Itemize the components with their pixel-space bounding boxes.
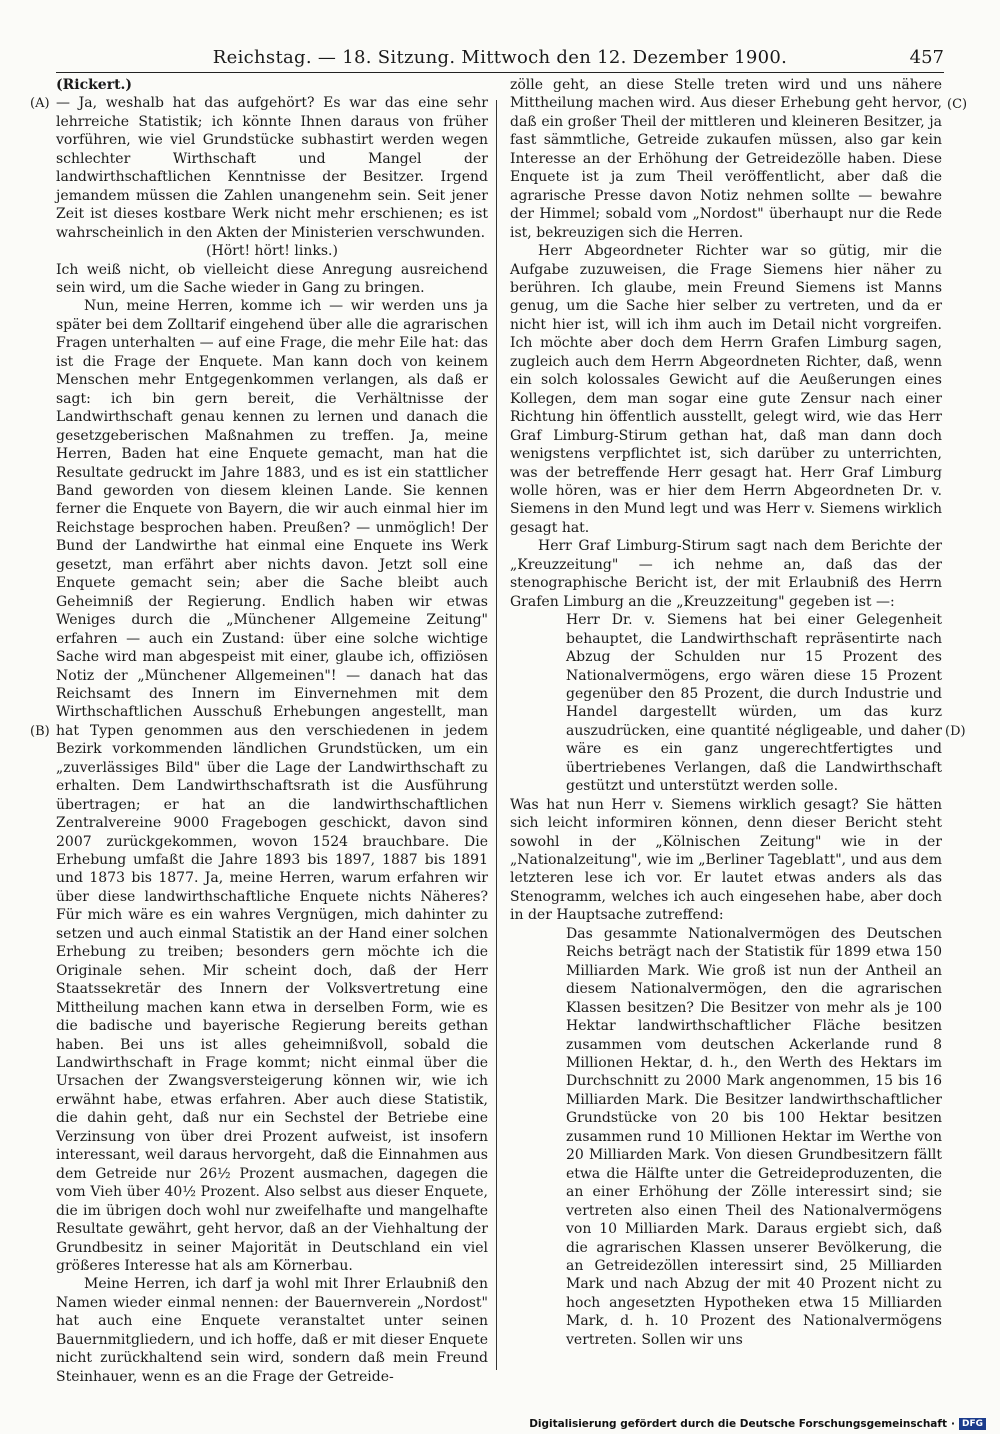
footer: Digitalisierung gefördert durch die Deutsche Forschungsgemeinschaft · DFG <box>529 1418 986 1430</box>
page-number: 457 <box>909 47 944 68</box>
quote: Das gesammte Nationalvermögen des Deutschen Reichs beträgt nach der Statistik für 1899 etwa 150 Milliarden Mark. Wie groß ist nun der Antheil an diesem Nationalvermögen, den die agrarischen Klassen besitzen? Die Besitzer von mehr als je 100 Hektar landwirthschaftlicher Fläche besitzen zusammen vom deutschen Ackerlande rund 8 Millionen Hektar, d. h., den Werth des Hektars im Durchschnitt zu 2000 Mark angenommen, 15 bis 16 Milliarden Mark. Die Besitzer landwirthschaftlicher Grundstücke von 20 bis 100 Hektar besitzen zusammen rund 10 Millionen Hektar im Werthe von 20 Milliarden Mark. Von diesen Grundbesitzern fällt etwa die Hälfte unter die Getreideproduzenten, die an einer Erhöhung der Zölle interessirt sind; sie vertreten also einen Theil des Nationalvermögens von 10 Milliarden Mark. Daraus ergiebt sich, daß die agrarischen Klassen unserer Bevölkerung, die an Getreidezöllen interessirt sind, 25 Milliarden Mark und nach Abzug der mit 40 Prozent nicht zu hoch angesetzten Hypotheken etwa 15 Milliarden Mark, d. h. 10 Prozent des Nationalvermögens vertreten. Sollen wir uns <box>566 925 942 1348</box>
running-title: Reichstag. — 18. Sitzung. Mittwoch den 12. Dezember 1900. <box>212 47 788 68</box>
paragraph: zölle geht, an diese Stelle treten wird und uns nähere Mittheilung machen wird. Aus dieser Erhebung geht hervor, daß ein großer Theil der mittleren und kleineren Besitzer, ja fast sämmtliche, Getreide zukaufen müssen, also gar kein Interesse an der Erhöhung der Getreidezölle haben. Diese Enquete ist ja zum Theil veröffentlicht, aber daß die agrarische Presse davon Notiz nehmen sollte — bewahre der Himmel; sobald vom „Nordost" überhaupt nur die Rede ist, bekreuzigen sich die Herren. <box>510 77 942 241</box>
paragraph: Meine Herren, ich darf ja wohl mit Ihrer Erlaubniß den Namen wieder einmal nennen: der Bauernverein „Nordost" hat auch eine Enquete veranstaltet unter seinen Bauernmitgliedern, und ich hoffe, daß er mit dieser Enquete nicht zurückhaltend sein wird, sondern daß mein Freund Steinhauer, wenn es an die Frage der Getreide- <box>56 1276 488 1385</box>
paragraph: Herr Abgeordneter Richter war so gütig, mir die Aufgabe zuzuweisen, die Frage Siemens hier näher zu berühren. Ich glaube, mein Freund Siemens ist Manns genug, um die Sache hier selber zu vertreten, und da er nicht hier ist, will ich ihm auch im Detail nicht vorgreifen. Ich möchte aber doch dem Herrn Grafen Limburg sagen, zugleich auch dem Herrn Abgeordneten Richter, daß, wenn ein solch kolossales Gewicht auf die Aeußerungen eines Kollegen, dem man sogar eine gute Zensur nach einer Richtung hin öffentlich ausstellt, gelegt wird, wie das Herr Graf Limburg-Stirum gethan hat, daß man dann doch wenigstens verpflichtet ist, sich darüber zu unterrichten, was der betreffende Herr gesagt hat. Herr Graf Limburg wolle hören, was er hier dem Herrn Abgeordneten Dr. v. Siemens in den Mund legt und was Herr v. Siemens wirklich gesagt hat. <box>510 243 942 536</box>
margin-marker-b: (B) <box>30 724 50 739</box>
paragraph: — Ja, weshalb hat das aufgehört? Es war das eine sehr lehrreiche Statistik; ich könnte Ihnen daraus von früher vorführen, wie viel Grundstücke subhastirt werden wegen schlechter Wirthschaft und Mangel der landwirthschaftlichen Kenntnisse der Besitzer. Irgend jemandem müssen die Zahlen unangenehm sein. Seit jener Zeit ist dieses kostbare Werk nicht mehr erschienen; es ist wahrscheinlich in den Akten der Ministerien verschwunden. <box>56 95 488 241</box>
paragraph: Nun, meine Herren, komme ich — wir werden uns ja später bei dem Zolltarif eingehend über alle die agrarischen Fragen unterhalten — auf eine Frage, die mehr Eile hat: das ist die Frage der Enquete. Man kann doch von keinem Menschen mehr Entgegenkommen verlangen, als daß er sagt: ich bin gern bereit, die Verhältnisse der Landwirthschaft genau kennen zu lernen und danach die gesetzgeberischen Maßnahmen zu treffen. Ja, meine Herren, Baden hat eine Enquete gemacht, man hat die Resultate gedruckt im Jahre 1883, und es ist ein stattlicher Band geworden von diesem kleinen Lande. Sie kennen ferner die Enquete von Bayern, die wir auch einmal hier im Reichstage besprochen haben. Preußen? — unmöglich! Der Bund der Landwirthe hat einmal eine Enquete ins Werk gesetzt, man erfährt aber nichts davon. Jetzt soll eine Enquete gemacht sein; aber die Sache bleibt auch Geheimniß der Regierung. Endlich haben wir etwas Weniges durch die „Münchener Allgemeine Zeitung" erfahren — auch ein Zustand: über eine solche wichtige Sache wird man abgespeist mit einer, glaube ich, offiziösen Notiz der „Münchener Allgemeinen"! — danach hat das Reichsamt des Innern im Einvernehmen mit dem Wirthschaftlichen Ausschuß Erhebungen angestellt, man hat Typen genommen aus den verschiedenen in jedem Bezirk vorkommenden ländlichen Grundstücken, um ein „zuverlässiges Bild" über die Lage der Landwirthschaft zu erhalten. Dem Landwirthschaftsrath ist die Ausführung übertragen; er hat an die landwirthschaftlichen Zentralvereine 9000 Fragebogen geschickt, davon sind 2007 zurückgekommen, wovon 1524 brauchbare. Die Erhebung umfaßt die Jahre 1893 bis 1897, 1887 bis 1891 und 1873 bis 1877. Ja, meine Herren, warum erfahren wir über diese landwirthschaftliche Enquete nichts Näheres? Für mich wäre es ein wahres Vergnügen, mich dahinter zu setzen und auch einmal Statistik an der Hand einer solchen Erhebung zu treiben; besonders gern möchte ich die Originale sehen. Mir scheint doch, daß der Herr Staatssekretär des Innern der Volksvertretung eine Mittheilung machen kann etwa in derselben Form, wie es die badische und bayerische Regierung bereits gethan haben. Bei uns ist alles geheimnißvoll, sobald die Landwirthschaft in Frage kommt; nicht einmal über die Ursachen der Zwangsversteigerung können wir, wie ich erwähnt habe, etwas erfahren. Aber auch diese Statistik, die dahin geht, daß nur ein Sechstel der Betriebe eine Verzinsung von über drei Prozent aufweist, ist insofern interessant, weil daraus hervorgeht, daß die Einnahmen aus dem Getreide nur 26½ Prozent ausmachen, dagegen die vom Vieh über 40½ Prozent. Also selbst aus dieser Enquete, die im übrigen doch wohl nur zweifelhafte und mangelhafte Resultate gewährt, geht hervor, daß an der Viehhaltung der Grundbesitz in seiner Majorität in Deutschland ein viel größeres Interesse hat als am Körnerbau. <box>56 298 488 1274</box>
speaker-name: (Rickert.) <box>56 77 133 93</box>
left-column <box>56 76 488 1386</box>
paragraph: Was hat nun Herr v. Siemens wirklich gesagt? Sie hätten sich leicht informiren können, denn dieser Bericht steht sowohl in der „Kölnischen Zeitung" wie in der „Nationalzeitung", wie im „Berliner Tageblatt", und aus dem letzteren lese ich vor. Er lautet etwas anders als das Stenogramm, welches ich auch eingesehen habe, aber doch in der Hauptsache zutreffend: <box>510 796 942 924</box>
column-divider <box>496 100 497 1370</box>
footer-text: Digitalisierung gefördert durch die Deutsche Forschungsgemeinschaft <box>529 1418 947 1430</box>
interjection: (Hört! hört! links.) <box>206 243 338 260</box>
page-header <box>56 44 944 73</box>
paragraph: Ich weiß nicht, ob vielleicht diese Anregung ausreichend sein wird, um die Sache wieder in Gang zu bringen. <box>56 261 488 296</box>
right-column <box>510 76 942 1349</box>
dfg-logo-icon: DFG <box>959 1418 986 1430</box>
quote: Herr Dr. v. Siemens hat bei einer Gelegenheit behauptet, die Landwirthschaft repräsentirte nach Abzug der Schulden nur 15 Prozent des Nationalvermögens, ergo wären diese 15 Prozent gegenüber den 85 Prozent, die durch Industrie und Handel dargestellt würden, um das kurz auszudrücken, eine quantité négligeable, und daher wäre es ein ganz ungerechtfertigtes und übertriebenes Verlangen, daß die Landwirthschaft gestützt und unterstützt werden solle. <box>566 612 942 795</box>
margin-marker-a: (A) <box>30 96 50 111</box>
paragraph: Herr Graf Limburg-Stirum sagt nach dem Berichte der „Kreuzzeitung" — ich nehme an, daß das der stenographische Bericht ist, der mit Erlaubniß des Herrn Grafen Limburg an die „Kreuzzeitung" gegeben ist —: <box>510 538 942 610</box>
margin-marker-d: (D) <box>945 724 966 739</box>
margin-marker-c: (C) <box>947 97 968 112</box>
